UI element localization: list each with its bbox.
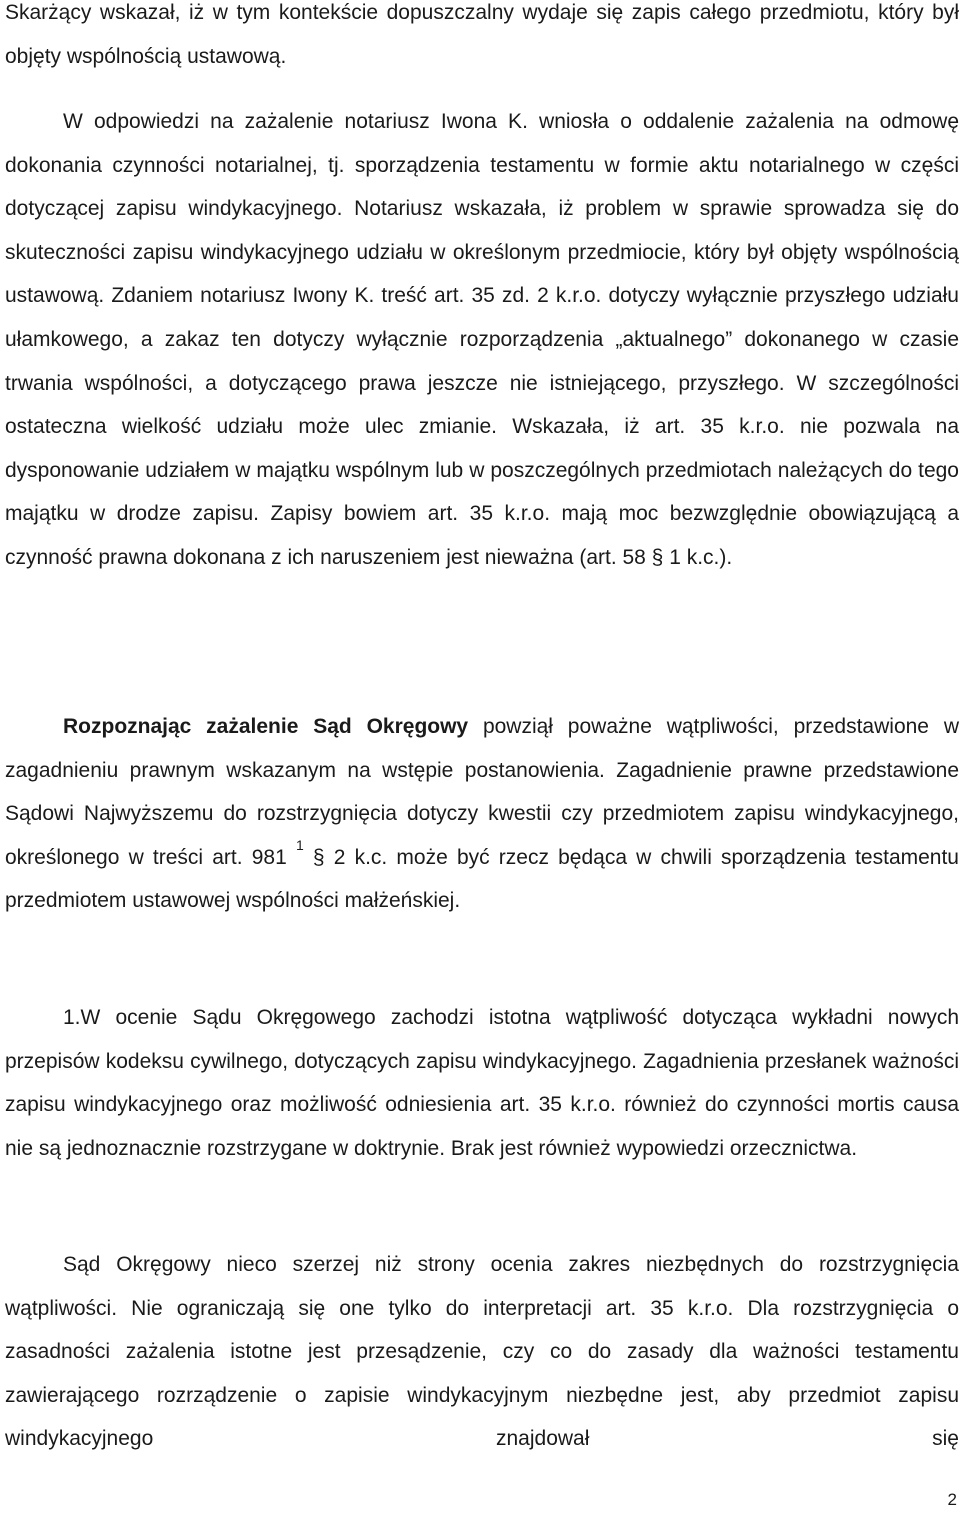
paragraph-2: W odpowiedzi na zażalenie notariusz Iwona K. wniosła o oddalenie zażalenia na odmowę dokonania czynności notarialnej, tj. sporządzenia testamentu w formie aktu notarialnego w części dotyczącej zapisu windykacyjnego. Notariusz wskazała, iż problem w sprawie sprowadza się do skuteczności zapisu windykacyjnego udziału w określonym przedmiocie, który był objęty wspólnością ustawową. Zdaniem notariusz Iwony K. treść art. 35 zd. 2 k.r.o. dotyczy wyłącznie przyszłego udziału ułamkowego, a zakaz ten dotyczy wyłącznie rozporządzenia „aktualnego” dokonanego w czasie trwania wspólności, a dotyczącego prawa jeszcze nie istniejącego, przyszłego. W szczególności ostateczna wielkość udziału może ulec zmianie. Wskazała, iż art. 35 k.r.o. nie pozwala na dysponowanie udziałem w majątku wspólnym lub w poszczególnych przedmiotach należących do tego majątku w drodze zapisu. Zapisy bowiem art. 35 k.r.o. mają moc bezwzględnie obowiązującą a czynność prawna dokonana z ich naruszeniem jest nieważna (art. 58 § 1 k.c.). — [5, 110, 959, 569]
paragraph-1: Skarżący wskazał, iż w tym kontekście dopuszczalny wydaje się zapis całego przedmiotu, który był objęty wspólnością ustawową. — [5, 1, 959, 68]
paragraph-3-text-b: § 2 k.c. może być rzecz będąca w chwili sporządzenia testamentu przedmiotem ustawowej wspólności małżeńskiej. — [5, 845, 959, 913]
page-number: 2 — [947, 1490, 957, 1509]
paragraph-4: 1.W ocenie Sądu Okręgowego zachodzi istotna wątpliwość dotycząca wykładni nowych przepisów kodeksu cywilnego, dotyczących zapisu windykacyjnego. Zagadnienia przesłanek ważności zapisu windykacyjnego oraz możliwość odniesienia art. 35 k.r.o. również do czynności mortis causa nie są jednoznacznie rozstrzygane w doktrynie. Brak jest również wypowiedzi orzecznictwa. — [5, 1006, 959, 1160]
paragraph-5: Sąd Okręgowy nieco szerzej niż strony ocenia zakres niezbędnych do rozstrzygnięcia wątpliwości. Nie ograniczają się one tylko do interpretacji art. 35 k.r.o. Dla rozstrzygnięcia o zasadności zażalenia istotne jest przesądzenie, czy co do zasady dla ważności testamentu zawierającego rozrządzenie o zapisie windykacyjnym niezbędne jest, aby przedmiot zapisu windykacyjnego znajdował się — [5, 1253, 959, 1451]
superscript-marker: 1 — [295, 836, 304, 853]
paragraph-3 — [5, 705, 959, 923]
court-heading-bold: Rozpoznając zażalenie Sąd Okręgowy — [63, 715, 469, 738]
paragraph-3-text-a: powziął poważne wątpliwości, przedstawione w zagadnieniu prawnym wskazanym na wstępie postanowienia. Zagadnienie prawne przedstawione Sądowi Najwyższemu do rozstrzygnięcia dotyczy kwestii czy przedmiotem zapisu windykacyjnego, określonego w treści art. 981 — [5, 715, 959, 869]
